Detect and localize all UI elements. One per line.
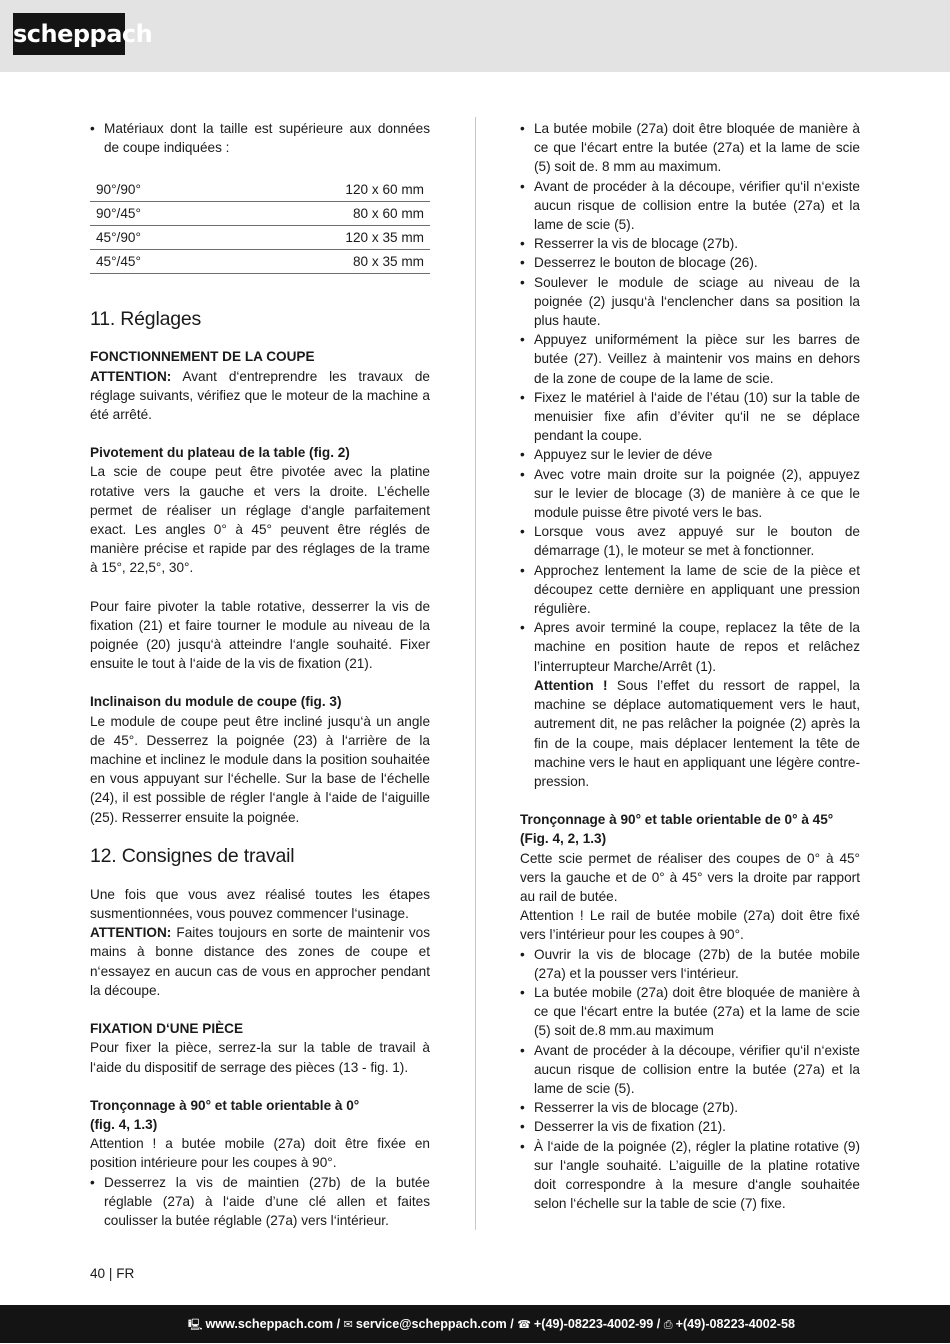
- tronconnage-2-list: [520, 945, 860, 1214]
- list-item: • Apres avoir terminé la coupe, replacez la tête de la machine en position haute de repos et relâchez l’interrupteur Marche/Arrêt (1).: [520, 618, 860, 676]
- phone-number: +(49)-08223-4002-99 /: [533, 1317, 661, 1331]
- list-item: • Avec votre main droite sur la poignée (2), appuyez sur le levier de blocage (3) de manière à ce que le module puisse être pivoté vers le bas.: [520, 465, 860, 523]
- fax-icon: ⎙: [663, 1319, 673, 1331]
- tronconnage-text: Attention ! a butée mobile (27a) doit être fixée en position intérieure pour les coupes à 90°.: [90, 1136, 430, 1171]
- list-item: • Appuyez uniformément la pièce sur les barres de butée (27). Veillez à maintenir vos mains en dehors de la zone de coupe de la lame de scie.: [520, 330, 860, 388]
- tronconnage-2-attention: Attention ! Le rail de butée mobile (27a) doit être fixé vers l’intérieur pour les coupes à 90°.: [520, 908, 860, 943]
- list-item: • La butée mobile (27a) doit être bloquée de manière à ce que l‘écart entre la butée (27a) et la lame de scie (5) soit de.8 mm.au maximum: [520, 983, 860, 1041]
- page-number-value: 40: [90, 1266, 106, 1281]
- list-item: • Resserrer la vis de blocage (27b).: [520, 1098, 860, 1117]
- inclinaison-heading: Inclinaison du module de coupe (fig. 3): [90, 694, 342, 710]
- attention-label: ATTENTION:: [90, 925, 172, 941]
- contact-line: [188, 1305, 795, 1344]
- list-item: • Desserrer la vis de fixation (21).: [520, 1117, 860, 1136]
- phone-icon: ☎: [517, 1319, 531, 1331]
- fixation-heading: FIXATION D‘UNE PIÈCE: [90, 1021, 244, 1037]
- fixation-text: Pour fixer la pièce, serrez-la sur la table de travail à l‘aide du dispositif de serrage des pièces (13 - fig. 1).: [90, 1040, 430, 1075]
- consignes-attention-body: Faites toujours en sorte de maintenir vos mains à bonne distance des zones de coupe et n‘essayez en aucun cas de vous en approcher pendant la découpe.: [90, 925, 430, 998]
- attention-label: ATTENTION:: [90, 368, 172, 384]
- tronconnage-2-heading: Tronçonnage à 90° et table orientable de 0° à 45°: [520, 812, 834, 828]
- cut-capacity-table: [90, 178, 430, 274]
- tronconnage-2-text: Cette scie permet de réaliser des coupes de 0° à 45° vers la gauche et de 0° à 45° vers la droite par rapport au rail de butée.: [520, 850, 860, 904]
- fonctionnement-text: [90, 367, 430, 425]
- left-column: [90, 119, 430, 1230]
- dimension-cell: 120 x 60 mm: [221, 178, 430, 202]
- angle-cell: 45°/45°: [90, 250, 221, 274]
- inclinaison-text: Le module de coupe peut être incliné jusqu‘à un angle de 45°. Desserrez la poignée (23) à l‘arrière de la machine et inclinez le module dans la position souhaitée en vous appuyant sur l‘échelle. Sur la base de l‘échelle (24), il est possible de régler l‘angle à l‘aide de l‘aiguille (25). Resserrer ensuite la poignée.: [90, 713, 430, 825]
- brand-logo: scheppach: [13, 13, 125, 55]
- materials-list: [90, 119, 430, 157]
- section-12-title: 12. Consignes de travail: [90, 844, 295, 867]
- fonctionnement-body: Avant d‘entreprendre les travaux de réglage suivants, vérifiez que le moteur de la machine a été arrêté.: [90, 368, 430, 423]
- email-link[interactable]: service@scheppach.com /: [355, 1317, 514, 1331]
- list-item: • La butée mobile (27a) doit être bloquée de manière à ce que l‘écart entre la butée (27a) et la lame de scie (5) soit de. 8 mm au maximum.: [520, 119, 860, 177]
- pivot-text: La scie de coupe peut être pivotée avec la platine rotative vers la gauche et vers la droite. L’échelle permet de réaliser un réglage d‘angle parfaitement exact. Les angles 0° à 45° peuvent être réglés de manière précise et rapide par des réglages de la trame à 15°, 22,5°, 30°.: [90, 464, 430, 576]
- tronconnage-heading: Tronçonnage à 90° et table orientable à 0°: [90, 1097, 360, 1113]
- list-item: • Matériaux dont la taille est supérieure aux données de coupe indiquées :: [90, 119, 430, 157]
- tronconnage-2-heading-figref: (Fig. 4, 2, 1.3): [520, 831, 607, 847]
- consignes-attention: [90, 923, 430, 1000]
- tronconnage-list: [90, 1173, 430, 1231]
- list-item: • Soulever le module de sciage au niveau de la poignée (2) jusqu‘à l‘enclencher dans sa position la plus haute.: [520, 273, 860, 331]
- list-item: • Desserrez la vis de maintien (27b) de la butée réglable (27a) à l‘aide d’une clé allen et faites coulisser la butée réglable (27a) vers l‘intérieur.: [90, 1173, 430, 1231]
- angle-cell: 45°/90°: [90, 226, 221, 250]
- list-item: • À l‘aide de la poignée (2), régler la platine rotative (9) sur l‘angle souhaité. L’aiguille de la platine rotative doit correspondre à la mesure d‘angle souhaitée selon l‘échelle sur la table de scie (7) fixe.: [520, 1137, 860, 1214]
- contact-footer: [0, 1305, 950, 1343]
- angle-cell: 90°/90°: [90, 178, 221, 202]
- list-item: • Avant de procéder à la découpe, vérifier qu‘il n‘existe aucun risque de collision entre la butée (27a) et la lame de scie (5).: [520, 177, 860, 235]
- page-number: [90, 1266, 134, 1281]
- list-item: • Lorsque vous avez appuyé sur le bouton de démarrage (1), le moteur se met à fonctionner.: [520, 522, 860, 560]
- dimension-cell: 120 x 35 mm: [221, 226, 430, 250]
- list-item: • Resserrer la vis de blocage (27b).: [520, 234, 860, 253]
- list-item: • Ouvrir la vis de blocage (27b) de la butée mobile (27a) et la pousser vers l‘intérieur.: [520, 945, 860, 983]
- attention-note: [520, 676, 860, 791]
- procedure-list: [520, 119, 860, 676]
- table-row: [90, 202, 430, 226]
- right-column: [520, 119, 860, 1213]
- website-link[interactable]: www.scheppach.com /: [205, 1317, 341, 1331]
- pivot-heading: Pivotement du plateau de la table (fig. 2): [90, 445, 350, 461]
- list-item: • Appuyez sur le levier de déve: [520, 445, 860, 464]
- table-row: [90, 178, 430, 202]
- list-item: • Fixez le matériel à l‘aide de l’étau (10) sur la table de menuisier fixe afin d’éviter qu‘il ne se déplace pendant la coupe.: [520, 388, 860, 446]
- column-divider: [475, 117, 476, 1230]
- fax-number: +(49)-08223-4002-58: [675, 1317, 795, 1331]
- table-row: [90, 250, 430, 274]
- page-separator: |: [108, 1266, 113, 1281]
- dimension-cell: 80 x 35 mm: [221, 250, 430, 274]
- pivot-text-2: Pour faire pivoter la table rotative, desserrer la vis de fixation (21) et faire tourner le module au niveau de la poignée (20) jusqu‘à atteindre l‘angle souhaité. Fixer ensuite le tout à l‘aide de la vis de fixation (21).: [90, 598, 430, 672]
- attention-note-body: Sous l’effet du ressort de rappel, la machine se déplace automatiquement vers le haut, autrement dit, ne pas relâcher la poignée (2) après la fin de la coupe, mais déplacer lentement la tête de machine vers le haut en appliquant une légère contre-pression.: [534, 677, 860, 789]
- list-item: • Approchez lentement la lame de scie de la pièce et découpez cette dernière en appliquant une pression régulière.: [520, 561, 860, 619]
- language-code: FR: [116, 1266, 135, 1281]
- dimension-cell: 80 x 60 mm: [221, 202, 430, 226]
- consignes-text: Une fois que vous avez réalisé toutes les étapes susmentionnées, vous pouvez commencer l‘usinage.: [90, 886, 430, 922]
- table-row: [90, 226, 430, 250]
- page-header: [0, 0, 950, 72]
- tronconnage-heading-figref: (fig. 4, 1.3): [90, 1116, 158, 1132]
- section-11-title: 11. Réglages: [90, 308, 202, 331]
- computer-icon: 🖳: [187, 1319, 203, 1331]
- list-item: • Desserrez le bouton de blocage (26).: [520, 253, 860, 272]
- attention-label: Attention !: [534, 677, 608, 693]
- list-item: • Avant de procéder à la découpe, vérifier qu‘il n‘existe aucun risque de collision entre la butée (27a) et la lame de scie (5).: [520, 1041, 860, 1099]
- mail-icon: ✉: [343, 1319, 353, 1331]
- fonctionnement-heading: FONCTIONNEMENT DE LA COUPE: [90, 349, 315, 365]
- angle-cell: 90°/45°: [90, 202, 221, 226]
